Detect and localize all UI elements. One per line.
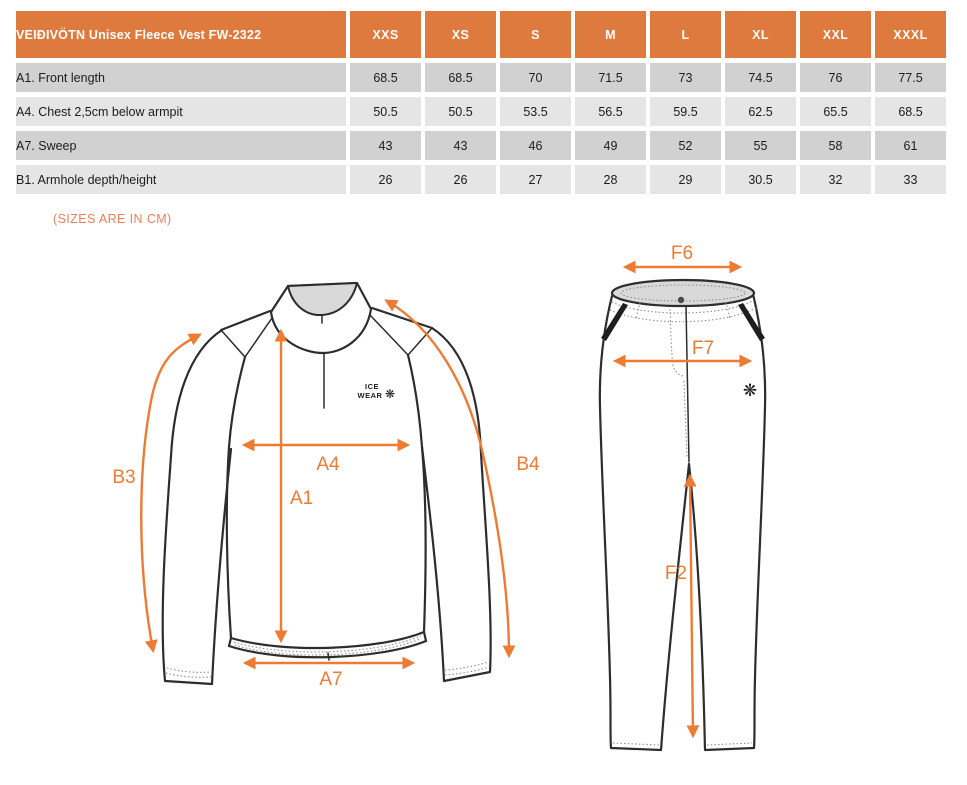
table-cell: 77.5 [875,63,946,92]
left-shoulder-panel-seam [221,318,272,357]
table-header-row [16,11,946,58]
row-label: A1. Front length [16,63,346,92]
table-cell: 30.5 [725,165,796,194]
logo-text-wear: WEAR [357,391,383,400]
table-row [16,97,946,126]
row-label: A4. Chest 2,5cm below armpit [16,97,346,126]
a4-label: A4 [316,454,340,475]
f2-arrow [690,477,693,735]
fleece-left-shoulder [221,311,270,330]
table-row [16,63,946,92]
f7-label: F7 [691,338,715,359]
table-cell: 58 [800,131,871,160]
table-cell: 68.5 [425,63,496,92]
table-cell: 73 [650,63,721,92]
icewear-logo [358,382,395,401]
table-cell: 33 [875,165,946,194]
waist-button [678,297,684,303]
row-label: B1. Armhole depth/height [16,165,346,194]
pants-diagram [600,243,765,750]
table-cell: 49 [575,131,646,160]
table-cell: 27 [500,165,571,194]
table-cell: 55 [725,131,796,160]
table-cell: 43 [425,131,496,160]
table-cell: 62.5 [725,97,796,126]
fleece-hem-right-join [424,632,426,641]
table-cell: 26 [350,165,421,194]
fleece-right-armhole [408,355,422,447]
hem-center-notch [328,653,329,660]
column-header-m: M [575,11,646,58]
table-cell: 76 [800,63,871,92]
size-chart-table [12,6,950,199]
table-cell: 26 [425,165,496,194]
fleece-left-sleeve [163,330,231,684]
table-cell: 43 [350,131,421,160]
b4-label: B4 [516,454,540,475]
fleece-diagram [112,283,540,690]
column-header-l: L [650,11,721,58]
column-header-xxl: XXL [800,11,871,58]
snowflake-icon: ❋ [384,387,396,401]
column-header-xxs: XXS [350,11,421,58]
table-cell: 65.5 [800,97,871,126]
table-cell: 29 [650,165,721,194]
table-cell: 46 [500,131,571,160]
table-cell: 50.5 [350,97,421,126]
table-cell: 52 [650,131,721,160]
table-cell: 53.5 [500,97,571,126]
table-cell: 71.5 [575,63,646,92]
right-shoulder-panel-seam [370,315,432,355]
table-cell: 74.5 [725,63,796,92]
column-header-xs: XS [425,11,496,58]
table-row [16,131,946,160]
sizes-in-cm-note: (SIZES ARE IN CM) [53,212,172,226]
table-cell: 68.5 [875,97,946,126]
snowflake-icon: ❋ [742,381,758,400]
table-row [16,165,946,194]
column-header-s: S [500,11,571,58]
logo-text-ice: ICE [364,382,380,391]
column-header-xl: XL [725,11,796,58]
table-cell: 32 [800,165,871,194]
table-cell: 61 [875,131,946,160]
measurement-diagrams [0,240,967,785]
fleece-left-armhole [229,357,245,447]
table-cell: 28 [575,165,646,194]
fleece-hem-top [231,632,424,648]
table-cell: 59.5 [650,97,721,126]
table-cell: 56.5 [575,97,646,126]
column-header-xxxl: XXXL [875,11,946,58]
pants-outline [600,294,765,750]
f2-label: F2 [664,563,687,584]
a1-label: A1 [290,488,314,509]
fleece-hem-left-join [229,638,231,646]
table-title: VEIÐIVÖTN Unisex Fleece Vest FW-2322 [16,11,346,58]
table-cell: 68.5 [350,63,421,92]
b3-label: B3 [112,467,136,488]
a7-label: A7 [319,669,343,690]
table-cell: 70 [500,63,571,92]
table-cell: 50.5 [425,97,496,126]
row-label: A7. Sweep [16,131,346,160]
f6-label: F6 [670,243,694,264]
